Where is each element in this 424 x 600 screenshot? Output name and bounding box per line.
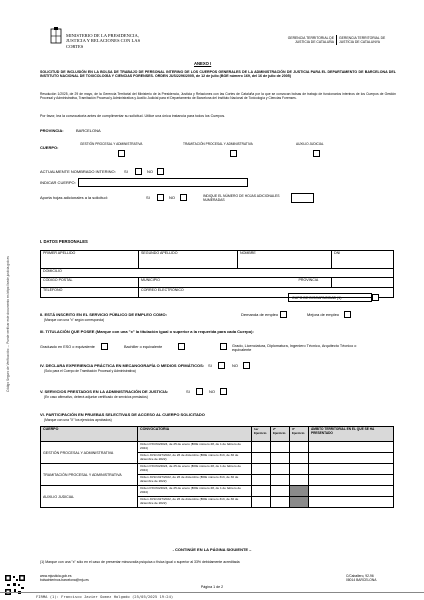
gerencia-ca: GERENCIA TERRITORIAL DE JUSTÍCIA DE CATALUNYA [339, 36, 386, 45]
aporta-no-label: NO [169, 195, 175, 200]
qr-code-icon [4, 574, 26, 596]
s6-cell[interactable] [290, 464, 309, 475]
provincia-label: PROVINCIA: [40, 128, 64, 133]
s6-header-cuerpo: CUERPO [41, 427, 138, 442]
s6-cell[interactable] [252, 464, 271, 475]
codigo-postal-field[interactable] [41, 278, 139, 288]
s4-no-checkbox[interactable] [243, 362, 250, 369]
instruction-text: Por favor, lea la convocatoria antes de cumplimentar su solicitud. Utilice una única instancia para todos los Cuerpos. [40, 114, 226, 118]
indicar-cuerpo-input[interactable] [78, 178, 248, 187]
annex-title: ANEXO I [194, 61, 212, 66]
s5-si-label: SI [186, 389, 190, 394]
aporta-label: Aporta hojas adicionales a la solicitud: [40, 195, 108, 200]
s6-row-cuerpo: TRAMITACIÓN PROCESAL Y ADMINISTRATIVA [41, 464, 138, 486]
interino-no-checkbox[interactable] [157, 168, 164, 175]
s6-table [40, 426, 394, 508]
aporta-no-checkbox[interactable] [180, 194, 187, 201]
codigo-postal-label: CÓDIGO POSTAL [43, 278, 73, 282]
s6-cell[interactable] [309, 464, 394, 475]
cuerpo-tramitacion-checkbox[interactable] [230, 150, 237, 157]
resolution-text: Resolución 1/2025, de 29 de mayo, de la Gerencia Territorial del Ministerio de la Presidencia, Justicia y Relaciones con las Cortes de Cataluña por la que se convocan bolsas de trabajo de funcionarios interinos de los Cuerpos de Gestión Procesal y Administrativa, Tramitación Procesal y Administrativa y Auxilio Judicial para el Departamento de Barcelona del Instituto Nacional de Toxicología y Ciencias Forenses. [40, 92, 396, 100]
aporta-hojas-label: INDIQUE EL NÚMERO DE HOJAS ADICIONALES NUMERADAS [203, 194, 280, 203]
coat-of-arms-icon [49, 27, 63, 47]
s2-opt1-label: Demanda de empleo [241, 312, 279, 317]
domicilio-label: DOMICILIO [43, 269, 62, 273]
provincia-field-label: PROVINCIA [298, 278, 319, 282]
s6-cell-disabled [290, 486, 309, 497]
interino-label: ACTUALMENTE NOMBRADO INTERINO: [40, 169, 116, 174]
footer-addr2: 08014 BARCELONA [346, 578, 377, 582]
aporta-hojas-input[interactable] [291, 193, 314, 203]
s6-cell[interactable] [252, 442, 271, 453]
s6-cell[interactable] [271, 453, 290, 464]
s6-row-conv: Orden PJC/64/2024, de 25 de enero (BOE número 28, de 1 de febrero de 2024) [138, 442, 252, 453]
s5-si-checkbox[interactable] [196, 388, 203, 395]
s5-title: V. SERVICIOS PRESTADOS EN LA ADMINISTRACIÓN DE JUSTICIA: [40, 389, 169, 394]
s5-no-checkbox[interactable] [220, 388, 227, 395]
interino-si-label: SI [124, 169, 128, 174]
s4-no-label: NO [232, 363, 238, 368]
dni-label: DNI [334, 251, 341, 255]
ministry-name: MINISTERIO DE LA PRESIDENCIA, JUSTICIA Y RELACIONES CON LAS CORTES [66, 33, 141, 49]
cuerpo-option-auxilio: AUXILIO JUDICIAL [296, 142, 324, 146]
s4-si-checkbox[interactable] [218, 362, 225, 369]
cuerpo-auxilio-checkbox[interactable] [313, 150, 320, 157]
s6-cell[interactable] [252, 497, 271, 508]
nombre-label: NOMBRE [240, 251, 256, 255]
verification-text-2 [0, 192, 1, 392]
s6-cell[interactable] [309, 475, 394, 486]
signature-text: FIRMA (1): Francisco Javier Gomez Holgado (25/05/2025 19:24) [36, 594, 174, 599]
footer-addr1: C/Caballero, 92-96 [346, 574, 374, 578]
s6-header-ambito: ÁMBITO TERRITORIAL EN EL QUE SE HA PRESENTADO [309, 427, 394, 442]
cuerpo-option-gestion: GESTIÓN PROCESAL Y ADMINISTRATIVA [80, 142, 143, 146]
primer-apellido-field[interactable] [41, 251, 139, 269]
continue-text: - CONTINÚE EN LA PÁGINA SIGUIENTE – [172, 547, 252, 552]
s6-row-cuerpo: AUXILIO JUDICIAL [41, 486, 138, 508]
s6-cell[interactable] [271, 464, 290, 475]
s6-cell[interactable] [252, 475, 271, 486]
telefono-field[interactable] [41, 288, 139, 298]
signature-divider [0, 592, 424, 593]
s3-opt3-label: Grado, Licenciatura, Diplomatura, Ingeniero Técnico, Arquitecto Técnico o equivalente [232, 344, 357, 353]
s6-cell[interactable] [252, 453, 271, 464]
dni-field[interactable] [332, 251, 394, 269]
gerencia-es: GERENCIA TERRITORIAL DE JUSTICIA DE CATALUÑA [287, 36, 334, 45]
footer-email: bolsainterinos.barcelona@mju.es [40, 578, 89, 582]
s6-row-conv: Orden PJC/64/2024, de 25 de enero (BOE número 28, de 1 de febrero de 2024) [138, 464, 252, 475]
s3-eso-checkbox[interactable] [101, 343, 108, 350]
s6-cell[interactable] [290, 453, 309, 464]
s6-cell[interactable] [309, 497, 394, 508]
indicar-cuerpo-label: INDICAR CUERPO: [40, 180, 76, 185]
s2-title: II. ESTÁ INSCRITO EN EL SERVICIO PÚBLICO DE EMPLEO COMO: [40, 312, 167, 317]
aporta-si-checkbox[interactable] [157, 194, 164, 201]
s6-row-conv: Orden JUS/1327/2022, de 26 de diciembre (BOE número 313, de 30 de diciembre de 2022) [138, 497, 252, 508]
s6-note: (Marque con una "X" los ejercicios aprobados) [44, 418, 112, 422]
s3-opt1-label: Graduado en ESO o equivalente [40, 345, 95, 349]
discapacidad-checkbox[interactable] [372, 294, 379, 301]
s2-note: (Marque con una "x" según corresponda) [44, 318, 105, 322]
nombre-field[interactable] [238, 251, 332, 269]
segundo-apellido-field[interactable] [139, 251, 238, 269]
s6-cell[interactable] [271, 497, 290, 508]
datos-table [40, 250, 394, 298]
aporta-si-label: SI [146, 195, 150, 200]
s6-cell[interactable] [271, 442, 290, 453]
s6-cell[interactable] [309, 453, 394, 464]
s4-note: (Solo para el Cuerpo de Tramitación Procesal y Administrativa) [44, 369, 136, 373]
header-divider [336, 35, 337, 45]
segundo-apellido-label: SEGUNDO APELLIDO [141, 251, 178, 255]
s2-mejora-checkbox[interactable] [344, 311, 351, 318]
s6-row-conv: Orden JUS/1327/2022, de 26 de diciembre (BOE número 313, de 30 de diciembre de 2022) [138, 475, 252, 486]
s3-title: III. TITULACIÓN QUE POSEE (Marque con una "x" la titulación igual o superior a la requerida para cada Cuerpo): [40, 329, 254, 334]
s6-cell[interactable] [271, 486, 290, 497]
s5-note: (En caso afirmativo, deberá adjuntar certificado de servicios prestados) [44, 395, 148, 399]
cuerpo-option-tramitacion: TRAMITACIÓN PROCESAL Y ADMINISTRATIVA [183, 142, 253, 146]
s4-title: IV. DECLARA EXPERIENCIA PRÁCTICA EN MECANOGRAFÍA O MEDIOS OFIMÁTICOS: [40, 363, 205, 368]
verification-text: Código Seguro de Verificación: ... Puede verificar este documento en https://sede.justicia.gob.es [6, 256, 10, 392]
s3-bachiller-checkbox[interactable] [178, 343, 185, 350]
s6-cell-disabled [290, 497, 309, 508]
s5-no-label: NO [209, 389, 215, 394]
s6-row-cuerpo: GESTIÓN PROCESAL Y ADMINISTRATIVA [41, 442, 138, 464]
telefono-label: TELÉFONO [43, 288, 63, 292]
interino-no-label: NO [147, 169, 153, 174]
s4-si-label: SI [208, 363, 212, 368]
footer-web: www.mjusticia.gob.es [40, 574, 72, 578]
s6-cell[interactable] [271, 475, 290, 486]
correo-label: CORREO ELECTRÓNICO [141, 288, 184, 292]
provincia-value: BARCELONA [76, 128, 101, 133]
interino-si-checkbox[interactable] [135, 168, 142, 175]
s6-cell[interactable] [309, 442, 394, 453]
page-number: Página 1 de 2 [200, 585, 224, 589]
discapacidad-label: CUPO DE DISCAPACIDAD (1) [288, 293, 372, 302]
s2-demanda-checkbox[interactable] [280, 311, 287, 318]
primer-apellido-label: PRIMER APELLIDO [43, 251, 76, 255]
s6-header-e1: 1er Ejercicio [252, 427, 271, 442]
datos-title: I. DATOS PERSONALES [40, 239, 88, 244]
s3-opt2-label: Bachiller o equivalente [124, 345, 163, 349]
s3-grado-checkbox[interactable] [220, 343, 227, 350]
s2-opt2-label: Mejora de empleo [307, 312, 340, 317]
s6-row-conv: Orden JUS/1327/2022, de 26 de diciembre (BOE número 313, de 30 de diciembre de 2022) [138, 453, 252, 464]
s6-title: VI. PARTICIPACIÓN EN PRUEBAS SELECTIVAS DE ACCESO AL CUERPO SOLICITADO [40, 412, 205, 417]
s6-cell[interactable] [252, 486, 271, 497]
municipio-field[interactable] [139, 278, 332, 288]
s6-header-convocatoria: CONVOCATORIA [138, 427, 252, 442]
form-title: SOLICITUD DE INCLUSIÓN EN LA BOLSA DE TRABAJO DE PERSONAL INTERINO DE LOS CUERPOS GENERALES DE LA ADMINISTRACIÓN DE JUSTICIA PARA EL DEPARTAMENTO DE BARCELONA DEL INSTITUTO NACIONAL DE TOXICOLOGÍA Y CIENCIAS FORENSES. ORDEN JUS/2296/2005, de 12 de julio (BOE número 169, del 16 de julio de 2005) [40, 70, 396, 79]
cuerpo-label: CUERPO: [40, 145, 59, 150]
s6-cell[interactable] [309, 486, 394, 497]
municipio-label: MUNICIPIO [141, 278, 160, 282]
domicilio-field[interactable] [41, 269, 394, 278]
s6-row-conv: Orden PJC/64/2024, de 25 de enero (BOE número 28, de 1 de febrero de 2024) [138, 486, 252, 497]
s6-cell[interactable] [290, 475, 309, 486]
s6-header-e3: 3º Ejercicio [290, 427, 309, 442]
s6-header-e2: 2º Ejercicio [271, 427, 290, 442]
s6-cell[interactable] [290, 442, 309, 453]
footnote: (1) Marque con una "x" sólo en el caso de presentar minusvalía psíquica o física igual o superior al 33% debidamente acreditada [40, 560, 240, 564]
cuerpo-gestion-checkbox[interactable] [118, 150, 125, 157]
